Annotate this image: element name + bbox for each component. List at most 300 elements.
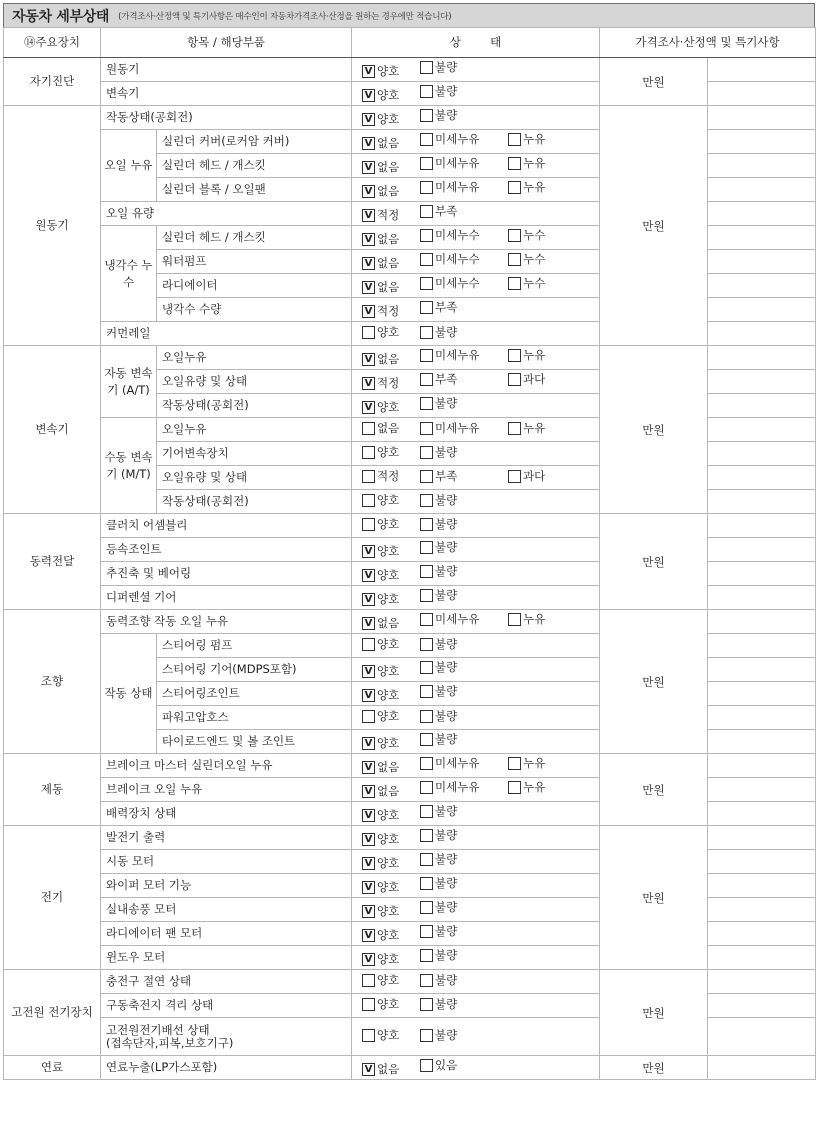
item-name: 실린더 커버(로커암 커버) [157,130,352,154]
checkbox[interactable] [420,205,433,218]
status-option[interactable] [420,710,457,723]
remarks-cell[interactable] [708,514,816,538]
status-option[interactable] [362,881,416,894]
status-option[interactable] [362,785,416,798]
status-option[interactable] [508,470,545,483]
status-option[interactable] [362,353,416,366]
status-option[interactable] [362,89,416,102]
checkbox[interactable]: V [362,569,375,582]
remarks-cell[interactable] [708,946,816,970]
status-option[interactable] [508,157,545,170]
status-option[interactable] [420,205,457,218]
checkbox[interactable] [420,757,433,770]
remarks-cell[interactable] [708,298,816,322]
checkbox[interactable] [420,229,433,242]
status-option[interactable] [362,326,416,339]
checkbox[interactable] [508,157,521,170]
checkbox[interactable] [420,661,433,674]
checkbox[interactable]: V [362,737,375,750]
price-unit[interactable]: 만원 [600,514,708,610]
status-option[interactable] [420,85,457,98]
remarks-cell[interactable] [708,682,816,706]
status-option[interactable] [362,446,416,459]
status-option[interactable] [420,1029,457,1042]
status-option[interactable] [420,853,457,866]
status-option[interactable] [362,617,416,630]
checkbox[interactable] [508,373,521,386]
checkbox[interactable] [420,397,433,410]
status-option[interactable] [420,446,457,459]
status-option[interactable] [420,541,457,554]
checkbox[interactable]: V [362,857,375,870]
checkbox[interactable] [508,757,521,770]
checkbox[interactable] [508,470,521,483]
checkbox[interactable] [420,133,433,146]
checkbox[interactable]: V [362,617,375,630]
checkbox[interactable] [420,494,433,507]
status-option[interactable] [420,733,457,746]
status-option[interactable] [508,613,545,626]
status-option[interactable] [508,373,545,386]
status-option[interactable] [362,281,416,294]
status-option[interactable] [362,974,416,987]
remarks-cell[interactable] [708,826,816,850]
checkbox[interactable]: V [362,905,375,918]
status-option[interactable] [362,710,416,723]
status-option[interactable] [362,305,416,318]
option-label: 양호 [377,808,400,822]
status-option[interactable] [362,113,416,126]
checkbox[interactable]: V [362,233,375,246]
option-label: 미세누유 [435,420,480,435]
option-label: 없음 [377,420,400,435]
checkbox[interactable] [508,781,521,794]
status-option[interactable] [420,422,504,435]
item-name: 클러치 어셈블리 [101,514,352,538]
status-option[interactable] [362,233,416,246]
status-option[interactable] [420,805,457,818]
option-label: 불량 [435,684,458,698]
checkbox[interactable]: V [362,185,375,198]
remarks-cell[interactable] [708,562,816,586]
checkbox[interactable] [420,470,433,483]
option-label: 누수 [523,252,546,266]
status-option[interactable] [362,1029,416,1042]
remarks-cell[interactable] [708,178,816,202]
checkbox[interactable]: V [362,689,375,702]
status-option[interactable] [420,229,504,242]
remarks-cell[interactable] [708,778,816,802]
checkbox[interactable]: V [362,161,375,174]
checkbox[interactable] [362,326,375,339]
status-option[interactable] [420,998,457,1011]
checkbox[interactable] [508,277,521,290]
status-option[interactable] [362,638,416,651]
status-option[interactable] [362,689,416,702]
option-label: 양호 [377,832,400,846]
checkbox[interactable] [420,541,433,554]
checkbox[interactable] [420,181,433,194]
status-option[interactable] [420,253,504,266]
checkbox[interactable] [420,326,433,339]
option-label: 불량 [435,708,458,723]
checkbox[interactable] [420,805,433,818]
remarks-cell[interactable] [708,370,816,394]
checkbox[interactable] [420,85,433,98]
checkbox[interactable]: V [362,89,375,102]
price-unit[interactable]: 만원 [600,346,708,514]
status-option[interactable] [420,613,504,626]
checkbox[interactable] [420,685,433,698]
checkbox[interactable] [420,373,433,386]
status-options [352,274,600,298]
checkbox[interactable]: V [362,545,375,558]
status-options [352,970,600,994]
status-option[interactable] [420,1059,457,1072]
checkbox[interactable] [420,925,433,938]
status-option[interactable] [420,277,504,290]
checkbox[interactable] [420,877,433,890]
status-option[interactable] [420,397,457,410]
status-option[interactable] [362,761,416,774]
status-option[interactable] [420,949,457,962]
price-unit[interactable]: 만원 [600,970,708,1056]
status-option[interactable] [420,518,457,531]
status-option[interactable] [362,833,416,846]
checkbox[interactable]: V [362,113,375,126]
item-name [101,1018,352,1056]
status-option[interactable] [362,1063,416,1076]
status-options [352,1018,600,1056]
status-option[interactable] [420,109,457,122]
status-option[interactable] [420,901,457,914]
checkbox[interactable] [420,829,433,842]
status-options [352,946,600,970]
status-option[interactable] [362,377,416,390]
checkbox[interactable] [420,349,433,362]
option-label: 누수 [523,228,546,242]
status-option[interactable] [508,781,545,794]
remarks-cell[interactable] [708,466,816,490]
item-name: 실린더 헤드 / 개스킷 [157,154,352,178]
status-option[interactable] [508,253,545,266]
checkbox[interactable] [420,422,433,435]
remarks-cell[interactable] [708,250,816,274]
checkbox[interactable] [420,613,433,626]
checkbox[interactable] [508,133,521,146]
price-unit[interactable]: 만원 [600,106,708,346]
status-option[interactable] [508,229,545,242]
option-label: 없음 [377,784,400,798]
checkbox[interactable] [362,638,375,651]
checkbox[interactable]: V [362,137,375,150]
item-name: 작동상태(공회전) [157,394,352,418]
remarks-cell[interactable] [708,970,816,994]
status-option[interactable] [362,545,416,558]
remarks-cell[interactable] [708,874,816,898]
status-option[interactable] [362,857,416,870]
status-option[interactable] [362,257,416,270]
checkbox[interactable]: V [362,809,375,822]
checkbox[interactable] [508,613,521,626]
checkbox[interactable]: V [362,305,375,318]
status-options [352,154,600,178]
checkbox[interactable]: V [362,761,375,774]
status-option[interactable] [420,301,457,314]
remarks-cell[interactable] [708,706,816,730]
status-options [352,634,600,658]
option-label: 누유 [523,180,546,194]
checkbox[interactable] [362,470,375,483]
status-option[interactable] [362,137,416,150]
status-option[interactable] [362,569,416,582]
status-option[interactable] [362,998,416,1011]
remarks-cell[interactable] [708,586,816,610]
option-label: 불량 [435,588,458,602]
option-label: 양호 [377,324,400,339]
checkbox[interactable] [420,710,433,723]
checkbox[interactable] [420,998,433,1011]
status-options [352,538,600,562]
table-row [4,610,816,634]
status-option[interactable] [362,65,416,78]
status-option[interactable] [420,829,457,842]
remarks-cell[interactable] [708,1018,816,1056]
checkbox[interactable]: V [362,1063,375,1076]
checkbox[interactable] [420,301,433,314]
status-option[interactable] [508,277,545,290]
option-label: 불량 [435,1027,458,1042]
status-option[interactable] [362,209,416,222]
option-label: 양호 [377,904,400,918]
status-option[interactable] [420,661,457,674]
remarks-cell[interactable] [708,394,816,418]
checkbox[interactable] [420,253,433,266]
item-name: 오일유량 및 상태 [157,370,352,394]
price-unit[interactable]: 만원 [600,58,708,106]
status-option[interactable] [362,929,416,942]
checkbox[interactable] [362,1029,375,1042]
status-option[interactable] [420,685,457,698]
remarks-cell[interactable] [708,346,816,370]
checkbox[interactable]: V [362,257,375,270]
status-option[interactable] [420,373,504,386]
checkbox[interactable] [420,565,433,578]
status-option[interactable] [362,953,416,966]
status-option[interactable] [420,974,457,987]
option-label: 누유 [523,348,546,362]
status-options [352,490,600,514]
status-option[interactable] [420,757,504,770]
remarks-cell[interactable] [708,490,816,514]
status-option[interactable] [420,470,504,483]
checkbox[interactable] [420,1059,433,1072]
status-option[interactable] [362,518,416,531]
table-row [4,970,816,994]
remarks-cell[interactable] [708,274,816,298]
option-label: 없음 [377,232,400,246]
form-header [3,3,815,27]
checkbox[interactable] [508,422,521,435]
status-option[interactable] [420,925,457,938]
status-options [352,826,600,850]
status-option[interactable] [362,185,416,198]
item-name: 추진축 및 베어링 [101,562,352,586]
status-option[interactable] [420,133,504,146]
checkbox[interactable] [508,181,521,194]
remarks-cell[interactable] [708,106,816,130]
status-option[interactable] [362,593,416,606]
remarks-cell[interactable] [708,610,816,634]
status-option[interactable] [362,665,416,678]
status-option[interactable] [362,401,416,414]
checkbox[interactable] [362,422,375,435]
checkbox[interactable] [420,157,433,170]
checkbox[interactable]: V [362,65,375,78]
status-option[interactable] [420,638,457,651]
status-options [352,562,600,586]
option-label: 불량 [435,900,458,914]
checkbox[interactable] [362,446,375,459]
price-unit[interactable]: 만원 [600,754,708,826]
option-label: 불량 [435,636,458,651]
option-label: 미세누유 [435,612,480,626]
checkbox[interactable]: V [362,401,375,414]
checkbox[interactable] [420,589,433,602]
checkbox[interactable]: V [362,665,375,678]
checkbox[interactable]: V [362,785,375,798]
checkbox[interactable] [420,853,433,866]
checkbox[interactable]: V [362,833,375,846]
status-option[interactable] [420,565,457,578]
status-option[interactable] [420,326,457,339]
checkbox[interactable]: V [362,929,375,942]
checkbox[interactable] [420,61,433,74]
checkbox[interactable] [362,494,375,507]
option-label: 양호 [377,996,400,1011]
option-label: 양호 [377,972,400,987]
checkbox[interactable] [362,998,375,1011]
checkbox[interactable] [420,446,433,459]
status-option[interactable] [420,877,457,890]
status-option[interactable] [508,349,545,362]
remarks-cell[interactable] [708,1056,816,1080]
remarks-cell[interactable] [708,538,816,562]
status-options [352,298,600,322]
remarks-cell[interactable] [708,226,816,250]
remarks-cell[interactable] [708,922,816,946]
checkbox[interactable]: V [362,881,375,894]
remarks-cell[interactable] [708,802,816,826]
checkbox[interactable]: V [362,593,375,606]
checkbox[interactable] [420,518,433,531]
remarks-cell[interactable] [708,154,816,178]
checkbox[interactable] [420,277,433,290]
status-option[interactable] [362,161,416,174]
remarks-cell[interactable] [708,202,816,226]
status-option[interactable] [362,470,416,483]
checkbox[interactable] [420,901,433,914]
option-label: 양호 [377,664,400,678]
checkbox[interactable] [362,974,375,987]
status-option[interactable] [420,157,504,170]
status-option[interactable] [420,61,457,74]
remarks-cell[interactable] [708,130,816,154]
table-row [4,346,816,370]
item-name: 라디에이터 [157,274,352,298]
option-label: 양호 [377,64,400,78]
status-option[interactable] [508,757,545,770]
option-label: 양호 [377,516,400,531]
checkbox[interactable] [420,1029,433,1042]
checkbox[interactable] [508,349,521,362]
price-unit[interactable]: 만원 [600,610,708,754]
status-option[interactable] [508,422,545,435]
checkbox[interactable] [420,733,433,746]
status-options [352,1056,600,1080]
item-name: 실내송풍 모터 [101,898,352,922]
form-note: (가격조사·산정액 및 특기사항은 매수인이 자동차가격조사·산정을 원하는 경우에만 적습니다) [118,11,452,22]
remarks-cell[interactable] [708,994,816,1018]
checkbox[interactable]: V [362,209,375,222]
remarks-cell[interactable] [708,658,816,682]
remarks-cell[interactable] [708,850,816,874]
remarks-cell[interactable] [708,634,816,658]
checkbox[interactable] [420,109,433,122]
status-option[interactable] [362,905,416,918]
checkbox[interactable] [420,949,433,962]
checkbox[interactable] [362,518,375,531]
status-option[interactable] [362,422,416,435]
checkbox[interactable]: V [362,281,375,294]
checkbox[interactable] [362,710,375,723]
status-option[interactable] [420,181,504,194]
checkbox[interactable]: V [362,353,375,366]
remarks-cell[interactable] [708,58,816,82]
remarks-cell[interactable] [708,418,816,442]
status-option[interactable] [362,809,416,822]
item-name: 와이퍼 모터 기능 [101,874,352,898]
remarks-cell[interactable] [708,82,816,106]
status-option[interactable] [420,589,457,602]
checkbox[interactable] [420,781,433,794]
status-option[interactable] [420,349,504,362]
status-option[interactable] [362,737,416,750]
status-option[interactable] [362,494,416,507]
checkbox[interactable] [508,253,521,266]
status-option[interactable] [420,494,457,507]
remarks-cell[interactable] [708,442,816,466]
checkbox[interactable] [508,229,521,242]
status-option[interactable] [508,181,545,194]
status-option[interactable] [420,781,504,794]
checkbox[interactable] [420,638,433,651]
group-name: 작동 상태 [101,634,157,754]
status-option[interactable] [508,133,545,146]
checkbox[interactable] [420,974,433,987]
remarks-cell[interactable] [708,322,816,346]
item-name: 윈도우 모터 [101,946,352,970]
status-options [352,250,600,274]
price-unit[interactable]: 만원 [600,1056,708,1080]
remarks-cell[interactable] [708,730,816,754]
checkbox[interactable]: V [362,377,375,390]
price-unit[interactable]: 만원 [600,826,708,970]
item-name: 디퍼렌셜 기어 [101,586,352,610]
remarks-cell[interactable] [708,898,816,922]
checkbox[interactable]: V [362,953,375,966]
remarks-cell[interactable] [708,754,816,778]
